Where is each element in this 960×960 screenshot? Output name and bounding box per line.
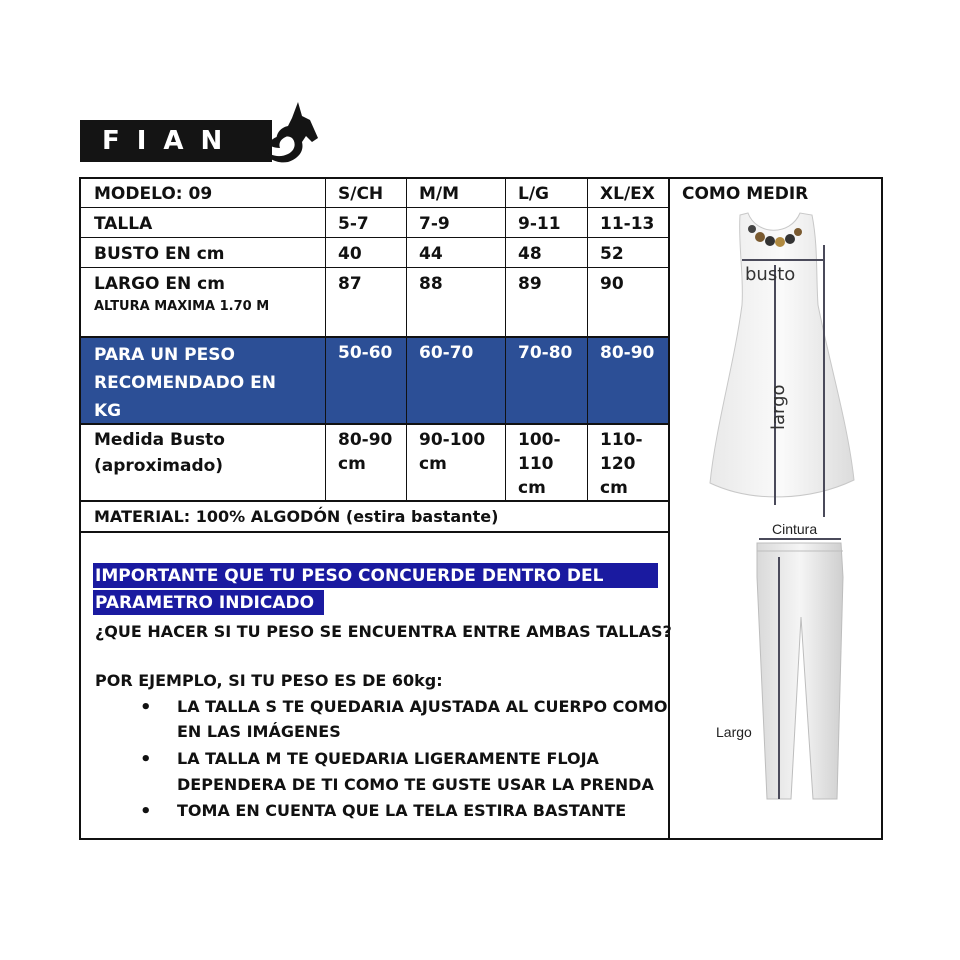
bust-m-line-1: 90-100 (419, 430, 486, 450)
talla-l: 9-11 (518, 214, 561, 234)
size-header-xl: XL/EX (600, 184, 655, 204)
brand-name: FIAN (102, 126, 240, 156)
pants-illustration (745, 537, 855, 817)
weight-label-line-1: PARA UN PESO (94, 345, 235, 365)
bust-measure-label-line-2: (aproximado) (94, 456, 224, 476)
talla-s: 5-7 (338, 214, 369, 234)
pants-length-label: Largo (716, 724, 752, 740)
bust-s-line-2: cm (338, 454, 366, 474)
row-label-busto: BUSTO EN cm (94, 244, 225, 264)
largo-l: 89 (518, 274, 542, 294)
busto-s: 40 (338, 244, 362, 264)
size-header-l: L/G (518, 184, 549, 204)
bust-xl-line-3: cm (600, 478, 628, 498)
question-text: ¿QUE HACER SI TU PESO SE ENCUENTRA ENTRE AMBAS TALLAS? (95, 622, 672, 641)
bust-m-line-2: cm (419, 454, 447, 474)
brand-logo (80, 98, 320, 168)
weight-l: 70-80 (518, 343, 573, 363)
important-note-line-1: IMPORTANTE QUE TU PESO CONCUERDE DENTRO DEL (95, 566, 604, 586)
row-label-talla: TALLA (94, 214, 153, 234)
bust-l-line-1: 100- (518, 430, 561, 450)
busto-xl: 52 (600, 244, 624, 264)
bullet-1-line-2: EN LAS IMÁGENES (177, 722, 341, 741)
busto-m: 44 (419, 244, 443, 264)
model-label: MODELO: 09 (94, 184, 213, 204)
bullet-1-line-1: LA TALLA S TE QUEDARIA AJUSTADA AL CUERPO COMO (177, 697, 668, 716)
row-label-largo: LARGO EN cm (94, 274, 225, 294)
busto-l: 48 (518, 244, 542, 264)
important-note-line-2: PARAMETRO INDICADO (95, 593, 315, 613)
bullet-2-line-1: LA TALLA M TE QUEDARIA LIGERAMENTE FLOJA (177, 749, 599, 768)
row-sublabel-altura: ALTURA MAXIMA 1.70 M (94, 299, 270, 314)
bullet-dot-1: • (140, 697, 152, 718)
size-header-s: S/CH (338, 184, 384, 204)
bullet-3-line-1: TOMA EN CUENTA QUE LA TELA ESTIRA BASTANTE (177, 801, 627, 820)
bullet-2-line-2: DEPENDERA DE TI COMO TE GUSTE USAR LA PRENDA (177, 775, 654, 794)
largo-xl: 90 (600, 274, 624, 294)
how-to-measure-title: COMO MEDIR (682, 184, 809, 204)
dress-bust-label: busto (745, 264, 796, 285)
talla-xl: 11-13 (600, 214, 655, 234)
bust-xl-line-1: 110- (600, 430, 643, 450)
bust-s-line-1: 80-90 (338, 430, 393, 450)
largo-s: 87 (338, 274, 362, 294)
pants-waist-label: Cintura (772, 521, 818, 537)
weight-m: 60-70 (419, 343, 474, 363)
bullet-dot-3: • (140, 801, 152, 822)
fox-icon (258, 98, 320, 168)
talla-m: 7-9 (419, 214, 450, 234)
size-header-m: M/M (419, 184, 460, 204)
weight-s: 50-60 (338, 343, 393, 363)
dress-illustration (690, 205, 875, 517)
bust-measure-label-line-1: Medida Busto (94, 430, 225, 450)
dress-length-label: largo (768, 384, 789, 430)
weight-xl: 80-90 (600, 343, 655, 363)
bust-xl-line-2: 120 (600, 454, 636, 474)
bust-l-line-2: 110 (518, 454, 554, 474)
largo-m: 88 (419, 274, 443, 294)
bullet-dot-2: • (140, 749, 152, 770)
weight-label-line-2: RECOMENDADO EN (94, 373, 276, 393)
bust-l-line-3: cm (518, 478, 546, 498)
material-info: MATERIAL: 100% ALGODÓN (estira bastante) (94, 507, 499, 526)
example-text: POR EJEMPLO, SI TU PESO ES DE 60kg: (95, 671, 443, 690)
weight-label-line-3: KG (94, 401, 122, 421)
